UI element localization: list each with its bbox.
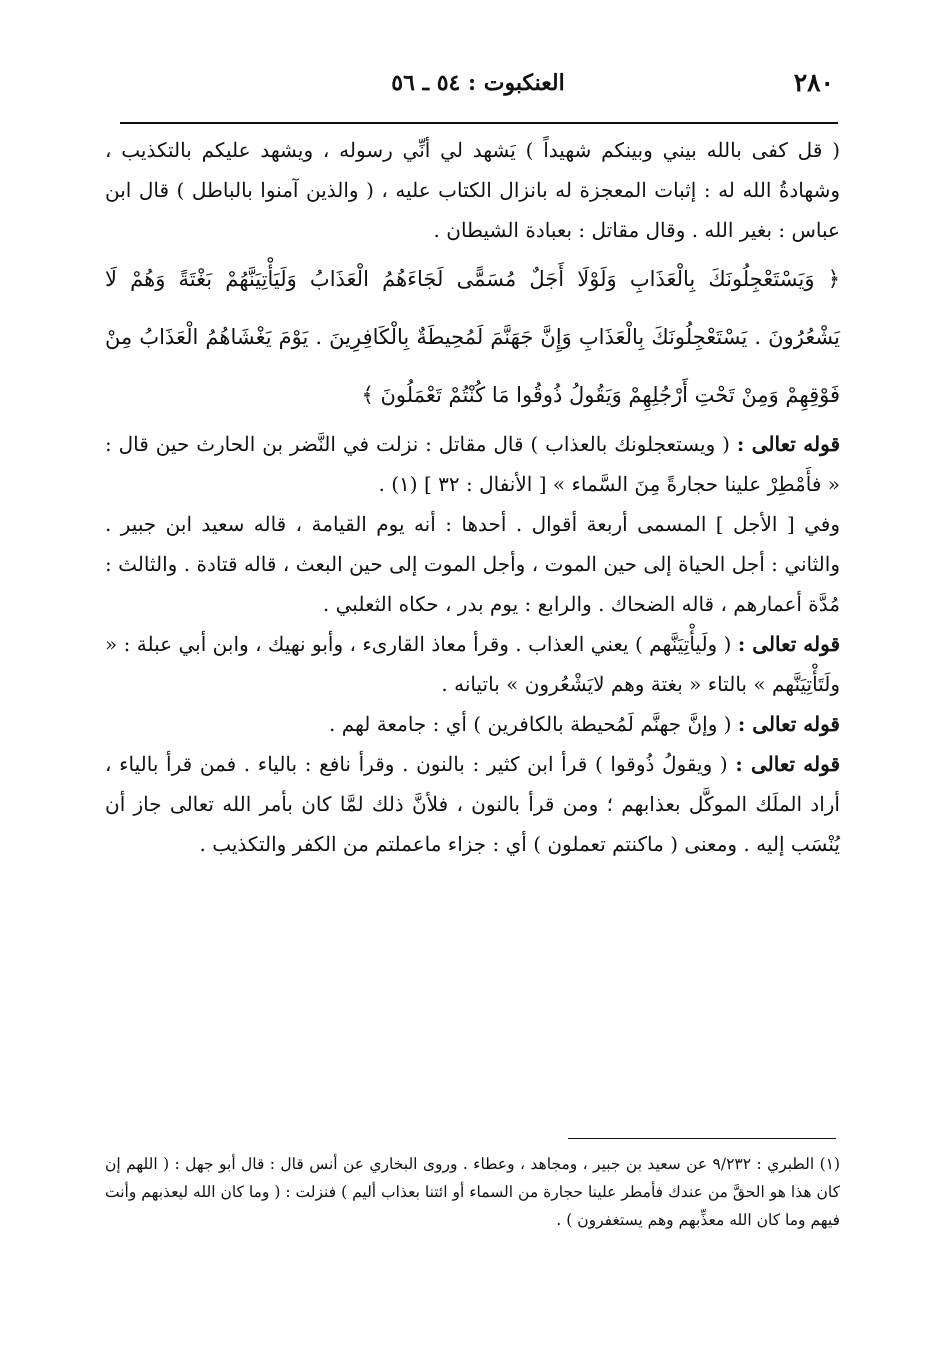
paragraph-commentary-3: [105, 704, 840, 744]
footnotes: [105, 1150, 840, 1234]
lemma-label: قوله تعالى :: [737, 712, 840, 736]
main-text: [105, 130, 840, 864]
paragraph-text: ( ولَيأْتِيَنَّهم ) يعني العذاب . وقرأ معاذ القارىء ، وأبو نهيك ، وابن أبي عبلة : « ولَتَأْتِيَنَّهم » بالتاء « بغتة وهم لايَشْعُرون » باتيانه .: [105, 632, 840, 696]
paragraph-intro: ( قل كفى بالله بيني وبينكم شهيداً ) يَشهد لي أنِّي رسوله ، ويشهد عليكم بالتكذيب ، وشهادةُ الله له : إثبات المعجزة له بانزال الكتاب عليه ، ( والذين آمنوا بالباطل ) قال ابن عباس : بغير الله . وقال مقاتل : بعبادة الشيطان .: [105, 138, 840, 242]
paragraph-text: ( ويقولُ ذُوقوا ) قرأ ابن كثير : بالنون . وقرأ نافع : بالياء . فمن قرأ بالياء ، أراد الملَك الموكَّل بعذابهم ؛ ومن قرأ بالنون ، فلأنَّ ذلك لمَّا كان بأمر الله تعالى جاز أن يُنْسَب إليه . ومعنى ( ماكنتم تعملون ) أي : جزاء ماعملتم من الكفر والتكذيب .: [105, 752, 840, 856]
paragraph-commentary-1: [105, 424, 840, 504]
paragraph-ajal: وفي [ الأجل ] المسمى أربعة أقوال . أحدها : أنه يوم القيامة ، قاله سعيد ابن جبير . والثاني : أجل الحياة إلى حين الموت ، وأجل الموت إلى حين البعث ، قاله قتادة . والثالث : مُدَّة أعمارهم ، قاله الضحاك . والرابع : يوم بدر ، حكاه الثعلبي .: [105, 512, 840, 616]
page-number: ٢٨٠: [793, 68, 834, 97]
running-head: العنكبوت : ٥٤ ـ ٥٦: [391, 70, 565, 96]
lemma-label: قوله تعالى :: [736, 432, 841, 456]
paragraph-commentary-2: [105, 624, 840, 704]
paragraph-text: ( وإنَّ جهنَّم لَمُحيطة بالكافرين ) أي : جامعة لهم .: [329, 712, 732, 736]
lemma-label: قوله تعالى :: [735, 752, 841, 776]
page-header: [122, 64, 834, 104]
footnote-1: (١) الطبري : ٩/٢٣٢ عن سعيد بن جبير ، ومجاهد ، وعطاء . وروى البخاري عن أنس قال : قال أبو جهل : ( اللهم إن كان هذا هو الحقَّ من عندك فأمطر علينا حجارة من السماء أو ائتنا بعذاب أليم ) فنزلت : ( وما كان الله ليعذبهم وأنت فيهم وما كان الله معذِّبهم وهم يستغفرون ) .: [105, 1155, 841, 1229]
footnote-rule: [568, 1138, 836, 1139]
quran-verse-block: ﴿ وَيَسْتَعْجِلُونَكَ بِالْعَذَابِ وَلَوْلَا أَجَلٌ مُسَمًّى لَجَاءَهُمُ الْعَذَابُ وَلَيَأْتِيَنَّهُمْ بَغْتَةً وَهُمْ لَا يَشْعُرُونَ . يَسْتَعْجِلُونَكَ بِالْعَذَابِ وَإِنَّ جَهَنَّمَ لَمُحِيطَةٌ بِالْكَافِرِينَ . يَوْمَ يَغْشَاهُمُ الْعَذَابُ مِنْ فَوْقِهِمْ وَمِنْ تَحْتِ أَرْجُلِهِمْ وَيَقُولُ ذُوقُوا مَا كُنْتُمْ تَعْمَلُونَ ﴾: [105, 267, 840, 407]
header-rule: [120, 122, 838, 124]
paragraph-commentary-4: [105, 744, 840, 864]
lemma-label: قوله تعالى :: [737, 632, 840, 656]
paragraph-text: ( ويستعجلونك بالعذاب ) قال مقاتل : نزلت في النَّضر بن الحارث حين قال : « فأَمْطِرْ علينا حجارةً مِنَ السَّماء » [ الأنفال : ٣٢ ] (١) .: [105, 432, 840, 496]
